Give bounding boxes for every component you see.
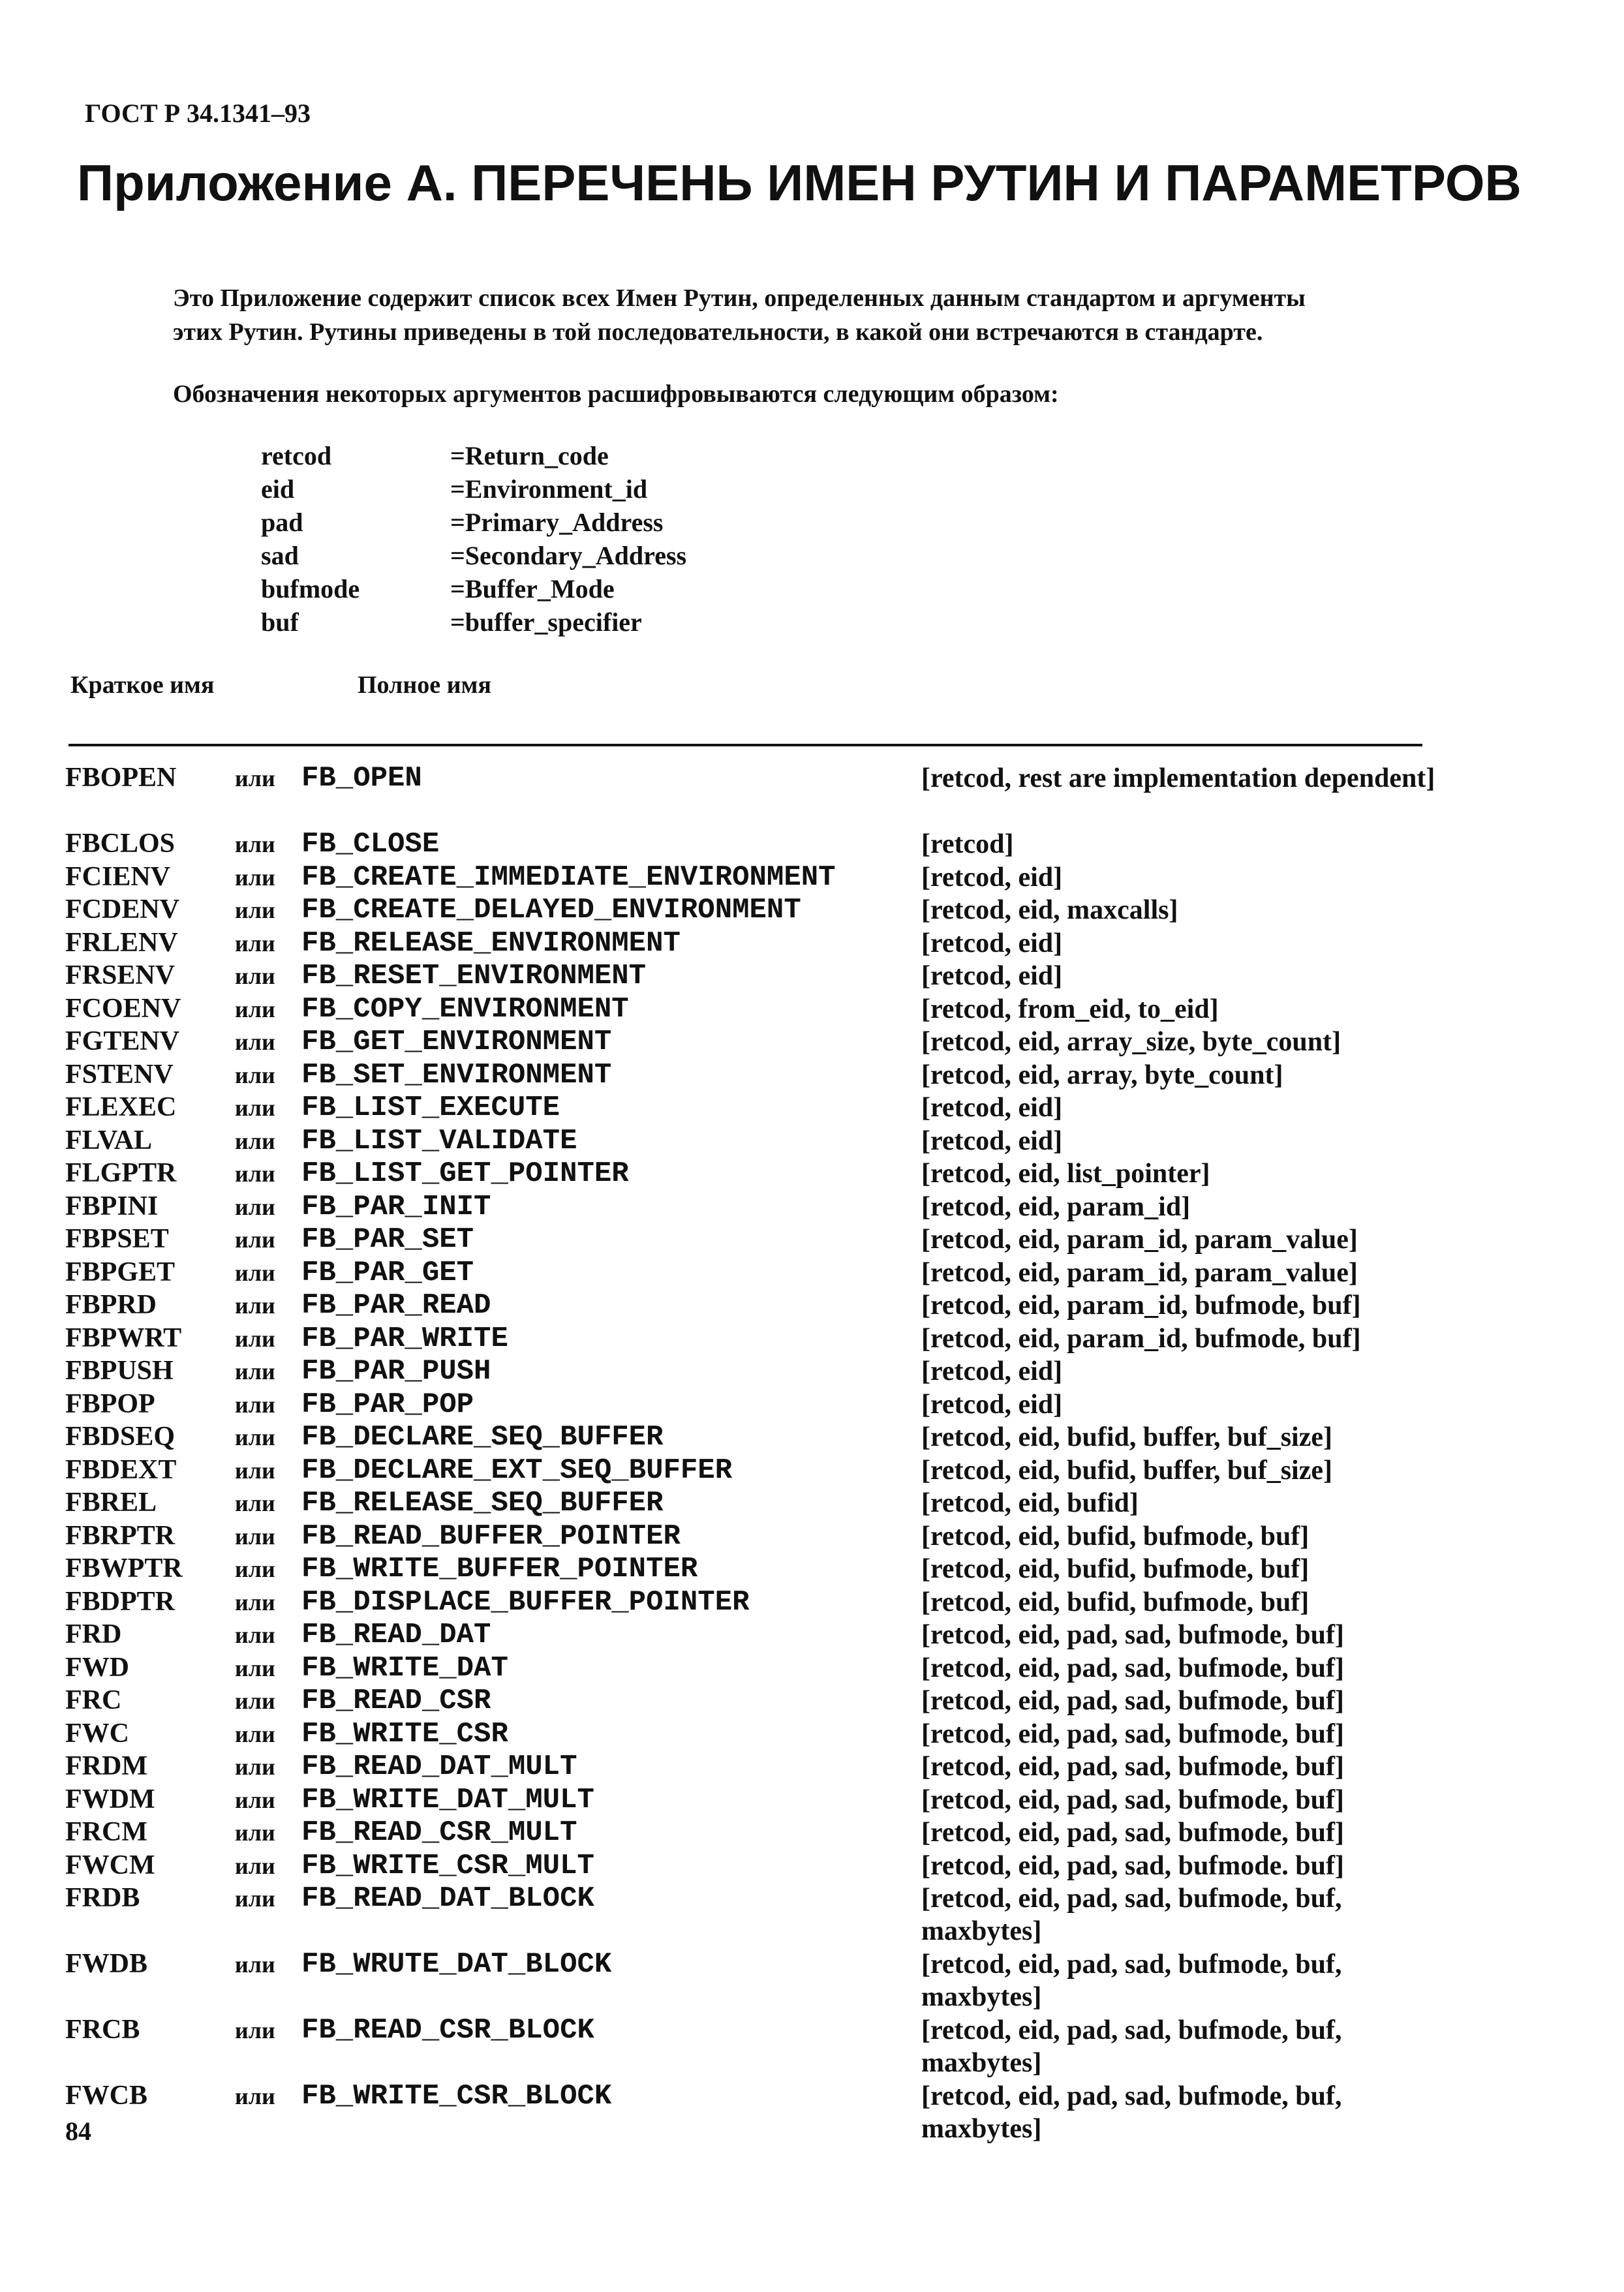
routine-arguments: [retcod, eid, param_id, param_value] bbox=[921, 1225, 1358, 1255]
routine-short-name: FCDENV bbox=[65, 894, 179, 924]
routine-full-name: FB_READ_CSR_BLOCK bbox=[301, 2014, 594, 2047]
abbreviation-value: =Environment_id bbox=[450, 474, 648, 504]
routine-full-name: FB_PAR_PUSH bbox=[301, 1355, 491, 1388]
table-row bbox=[65, 1421, 1462, 1454]
routine-short-name: FLGPTR bbox=[65, 1158, 177, 1188]
routine-arguments: [retcod, eid, param_id, bufmode, buf] bbox=[921, 1323, 1361, 1354]
or-separator: или bbox=[235, 1820, 275, 1846]
routine-short-name: FBCLOS bbox=[65, 829, 176, 859]
or-separator: или bbox=[235, 2017, 275, 2043]
or-separator: или bbox=[235, 2083, 275, 2109]
routine-arguments: [retcod, eid] bbox=[921, 961, 1063, 991]
routine-arguments: [retcod, eid, pad, sad, bufmode. buf] bbox=[921, 1850, 1344, 1881]
routine-short-name: FLEXEC bbox=[65, 1092, 177, 1122]
routine-full-name: FB_WRITE_CSR_MULT bbox=[301, 1849, 594, 1882]
routine-arguments: [retcod, eid, bufid, bufmode, buf] bbox=[921, 1554, 1310, 1584]
routine-arguments: [retcod, eid, array, byte_count] bbox=[921, 1060, 1283, 1090]
routine-arguments: [retcod, eid, maxcalls] bbox=[921, 895, 1178, 925]
routine-full-name: FB_READ_CSR_MULT bbox=[301, 1816, 577, 1849]
routine-short-name: FLVAL bbox=[65, 1125, 153, 1155]
header-rule bbox=[69, 744, 1422, 746]
routine-full-name: FB_PAR_WRITE bbox=[301, 1322, 508, 1355]
or-separator: или bbox=[235, 1523, 275, 1550]
or-separator: или bbox=[235, 1754, 275, 1780]
table-row bbox=[65, 894, 1462, 927]
routine-short-name: FBWPTR bbox=[65, 1553, 183, 1583]
routine-short-name: FBPSET bbox=[65, 1224, 169, 1254]
routine-arguments: [retcod, eid] bbox=[921, 928, 1063, 958]
or-separator: или bbox=[235, 1852, 275, 1879]
or-separator: или bbox=[235, 1029, 275, 1055]
abbreviation-value: =Primary_Address bbox=[450, 508, 664, 537]
table-row bbox=[65, 861, 1462, 894]
routine-arguments: [retcod, rest are implementation dependent] bbox=[921, 763, 1435, 793]
routine-arguments: [retcod, eid, pad, sad, bufmode, buf] bbox=[921, 1784, 1344, 1815]
routine-arguments: [retcod, eid, array_size, byte_count] bbox=[921, 1027, 1341, 1057]
routine-full-name: FB_LIST_EXECUTE bbox=[301, 1092, 560, 1124]
routine-arguments: [retcod, eid, pad, sad, bufmode, buf] bbox=[921, 1818, 1344, 1848]
or-separator: или bbox=[235, 1655, 275, 1681]
or-separator: или bbox=[235, 1688, 275, 1714]
abbreviation-value: =Secondary_Address bbox=[450, 541, 687, 570]
routine-arguments: [retcod, eid, pad, sad, bufmode, buf] bbox=[921, 1719, 1344, 1749]
routine-arguments: [retcod] bbox=[921, 829, 1014, 859]
or-separator: или bbox=[235, 963, 275, 989]
routine-short-name: FWCM bbox=[65, 1850, 155, 1880]
routine-full-name: FB_WRITE_CSR_BLOCK bbox=[301, 2080, 612, 2113]
routine-full-name: FB_CLOSE bbox=[301, 828, 440, 861]
table-row bbox=[65, 1388, 1462, 1422]
routine-full-name: FB_PAR_GET bbox=[301, 1256, 474, 1289]
abbreviation-key: retcod bbox=[261, 441, 332, 470]
routine-short-name: FRDM bbox=[65, 1751, 147, 1781]
table-row bbox=[65, 1322, 1462, 1356]
routine-full-name: FB_DISPLACE_BUFFER_POINTER bbox=[301, 1585, 750, 1619]
routine-arguments: [retcod, eid, bufid] bbox=[921, 1488, 1139, 1518]
routine-full-name: FB_SET_ENVIRONMENT bbox=[301, 1058, 612, 1092]
or-separator: или bbox=[235, 1424, 275, 1450]
routine-full-name: FB_PAR_READ bbox=[301, 1289, 491, 1322]
routine-full-name: FB_WRITE_DAT bbox=[301, 1651, 508, 1685]
or-separator: или bbox=[235, 864, 275, 891]
table-row bbox=[65, 2080, 1462, 2146]
table-row bbox=[65, 1948, 1462, 2014]
routine-short-name: FBPWRT bbox=[65, 1322, 182, 1353]
routine-full-name: FB_READ_DAT_BLOCK bbox=[301, 1882, 594, 1915]
or-separator: или bbox=[235, 1227, 275, 1253]
routine-full-name: FB_RESET_ENVIRONMENT bbox=[301, 960, 647, 992]
or-separator: или bbox=[235, 1325, 275, 1352]
page-title: Приложение А. ПЕРЕЧЕНЬ ИМЕН РУТИН И ПАРАМЕТРОВ bbox=[77, 154, 1522, 211]
column-header-full-name: Полное имя bbox=[358, 671, 491, 699]
table-row bbox=[65, 1191, 1462, 1224]
routine-arguments: [retcod, eid, bufid, bufmode, buf] bbox=[921, 1587, 1310, 1617]
abbreviation-value: =buffer_specifier bbox=[450, 607, 642, 637]
table-row bbox=[65, 993, 1462, 1026]
routine-full-name: FB_RELEASE_ENVIRONMENT bbox=[301, 926, 681, 960]
table-row bbox=[65, 1125, 1462, 1158]
routine-full-name: FB_WRUTE_DAT_BLOCK bbox=[301, 1948, 612, 1981]
table-row bbox=[65, 828, 1462, 861]
routine-short-name: FBOPEN bbox=[65, 763, 177, 793]
routine-short-name: FBDEXT bbox=[65, 1454, 177, 1485]
routine-arguments: [retcod, from_eid, to_eid] bbox=[921, 994, 1219, 1024]
routine-full-name: FB_RELEASE_SEQ_BUFFER bbox=[301, 1487, 664, 1520]
routine-full-name: FB_LIST_VALIDATE bbox=[301, 1124, 577, 1157]
routine-arguments: [retcod, eid, bufid, buffer, buf_size] bbox=[921, 1455, 1332, 1486]
document-id: ГОСТ Р 34.1341–93 bbox=[85, 99, 311, 128]
routine-arguments: [retcod, eid] bbox=[921, 1093, 1063, 1123]
table-row bbox=[65, 1652, 1462, 1685]
routine-arguments: [retcod, eid, param_id, param_value] bbox=[921, 1257, 1358, 1288]
routine-short-name: FRCM bbox=[65, 1817, 147, 1847]
column-header-short-name: Краткое имя bbox=[70, 671, 215, 699]
routine-full-name: FB_READ_BUFFER_POINTER bbox=[301, 1520, 681, 1553]
table-row bbox=[65, 2014, 1462, 2080]
routine-full-name: FB_PAR_INIT bbox=[301, 1190, 491, 1223]
routine-full-name: FB_CREATE_IMMEDIATE_ENVIRONMENT bbox=[301, 861, 836, 894]
or-separator: или bbox=[235, 996, 275, 1022]
routine-arguments: [retcod, eid] bbox=[921, 1389, 1063, 1420]
table-row bbox=[65, 762, 1462, 828]
table-row bbox=[65, 1520, 1462, 1553]
routine-full-name: FB_WRITE_BUFFER_POINTER bbox=[301, 1553, 698, 1585]
table-row bbox=[65, 1750, 1462, 1784]
routine-arguments: [retcod, eid, list_pointer] bbox=[921, 1159, 1210, 1189]
or-separator: или bbox=[235, 1127, 275, 1154]
routine-short-name: FWDM bbox=[65, 1784, 155, 1814]
routine-full-name: FB_READ_DAT bbox=[301, 1619, 491, 1651]
routine-short-name: FRD bbox=[65, 1619, 122, 1649]
routine-short-name: FCIENV bbox=[65, 861, 171, 892]
routine-full-name: FB_READ_DAT_MULT bbox=[301, 1750, 577, 1783]
routine-arguments: [retcod, eid, pad, sad, bufmode, buf] bbox=[921, 1620, 1344, 1650]
routine-short-name: FBPINI bbox=[65, 1191, 159, 1221]
routine-short-name: FBPUSH bbox=[65, 1356, 174, 1386]
or-separator: или bbox=[235, 897, 275, 923]
routine-short-name: FWDB bbox=[65, 1949, 147, 1979]
abbreviation-intro: Обозначения некоторых аргументов расшифровываются следующим образом: bbox=[173, 380, 1059, 408]
intro-line-1: Это Приложение содержит список всех Имен Рутин, определенных данным стандартом и аргументы bbox=[173, 284, 1306, 312]
abbreviation-key: bufmode bbox=[261, 574, 360, 604]
routine-short-name: FBDSEQ bbox=[65, 1422, 176, 1452]
or-separator: или bbox=[235, 1358, 275, 1384]
table-row bbox=[65, 1784, 1462, 1817]
routine-full-name: FB_LIST_GET_POINTER bbox=[301, 1157, 629, 1190]
abbreviation-key: pad bbox=[261, 508, 303, 537]
routine-short-name: FRSENV bbox=[65, 960, 176, 990]
routine-short-name: FBRPTR bbox=[65, 1520, 175, 1551]
or-separator: или bbox=[235, 1062, 275, 1088]
table-row bbox=[65, 1850, 1462, 1883]
routine-short-name: FRC bbox=[65, 1685, 122, 1715]
routine-arguments: [retcod, eid] bbox=[921, 862, 1063, 893]
routine-arguments: [retcod, eid, pad, sad, bufmode, buf, maxbytes] bbox=[921, 2015, 1342, 2078]
routine-short-name: FBPOP bbox=[65, 1388, 155, 1419]
abbreviation-key: buf bbox=[261, 607, 299, 637]
routine-full-name: FB_COPY_ENVIRONMENT bbox=[301, 992, 629, 1026]
routine-short-name: FBPGET bbox=[65, 1257, 176, 1287]
or-separator: или bbox=[235, 1886, 275, 1912]
routine-short-name: FBREL bbox=[65, 1488, 157, 1518]
routine-short-name: FGTENV bbox=[65, 1026, 180, 1056]
routine-short-name: FRCB bbox=[65, 2015, 140, 2045]
routine-table bbox=[65, 762, 1462, 2146]
table-row bbox=[65, 1882, 1462, 1948]
or-separator: или bbox=[235, 1457, 275, 1484]
or-separator: или bbox=[235, 1391, 275, 1418]
routine-full-name: FB_WRITE_CSR bbox=[301, 1717, 508, 1750]
routine-arguments: [retcod, eid, bufid, buffer, buf_size] bbox=[921, 1422, 1332, 1452]
routine-arguments: [retcod, eid, pad, sad, bufmode, buf, maxbytes] bbox=[921, 1884, 1342, 1946]
routine-short-name: FSTENV bbox=[65, 1059, 174, 1090]
table-row bbox=[65, 1718, 1462, 1751]
abbreviation-key: sad bbox=[261, 541, 299, 570]
or-separator: или bbox=[235, 1292, 275, 1319]
routine-arguments: [retcod, eid, pad, sad, bufmode, buf, maxbytes] bbox=[921, 1949, 1342, 2012]
or-separator: или bbox=[235, 1622, 275, 1648]
routine-arguments: [retcod, eid, param_id] bbox=[921, 1191, 1191, 1222]
or-separator: или bbox=[235, 1161, 275, 1187]
or-separator: или bbox=[235, 765, 275, 791]
routine-arguments: [retcod, eid] bbox=[921, 1125, 1063, 1156]
routine-short-name: FRLENV bbox=[65, 927, 178, 958]
table-row bbox=[65, 1553, 1462, 1586]
or-separator: или bbox=[235, 1490, 275, 1516]
routine-full-name: FB_OPEN bbox=[301, 762, 422, 795]
table-row bbox=[65, 1059, 1462, 1092]
routine-arguments: [retcod, eid, pad, sad, bufmode, buf] bbox=[921, 1653, 1344, 1683]
table-row bbox=[65, 1619, 1462, 1652]
table-row bbox=[65, 1454, 1462, 1488]
table-row bbox=[65, 1487, 1462, 1520]
or-separator: или bbox=[235, 1720, 275, 1747]
table-row bbox=[65, 1026, 1462, 1059]
table-row bbox=[65, 1157, 1462, 1191]
routine-arguments: [retcod, eid, pad, sad, bufmode, buf] bbox=[921, 1686, 1344, 1716]
routine-full-name: FB_PAR_SET bbox=[301, 1223, 474, 1256]
table-row bbox=[65, 1289, 1462, 1322]
routine-short-name: FWCB bbox=[65, 2081, 147, 2111]
abbreviation-value: =Buffer_Mode bbox=[450, 574, 615, 604]
routine-full-name: FB_CREATE_DELAYED_ENVIRONMENT bbox=[301, 894, 801, 926]
routine-full-name: FB_READ_CSR bbox=[301, 1685, 491, 1717]
table-row bbox=[65, 1257, 1462, 1290]
routine-arguments: [retcod, eid, pad, sad, bufmode, buf, maxbytes] bbox=[921, 2081, 1342, 2144]
routine-short-name: FBPRD bbox=[65, 1290, 157, 1320]
table-row bbox=[65, 960, 1462, 993]
or-separator: или bbox=[235, 930, 275, 956]
or-separator: или bbox=[235, 1589, 275, 1615]
table-row bbox=[65, 927, 1462, 960]
or-separator: или bbox=[235, 1259, 275, 1286]
table-row bbox=[65, 1586, 1462, 1619]
intro-line-2: этих Рутин. Рутины приведены в той последовательности, в какой они встречаются в стандарте. bbox=[173, 318, 1263, 346]
routine-short-name: FRDB bbox=[65, 1883, 140, 1913]
routine-full-name: FB_PAR_POP bbox=[301, 1388, 474, 1421]
table-row bbox=[65, 1355, 1462, 1388]
routine-full-name: FB_WRITE_DAT_MULT bbox=[301, 1783, 594, 1816]
or-separator: или bbox=[235, 1786, 275, 1813]
routine-short-name: FBDPTR bbox=[65, 1586, 175, 1617]
abbreviation-key: eid bbox=[261, 474, 295, 504]
routine-arguments: [retcod, eid, pad, sad, bufmode, buf] bbox=[921, 1752, 1344, 1782]
page-number: 84 bbox=[65, 2116, 91, 2146]
or-separator: или bbox=[235, 1556, 275, 1582]
or-separator: или bbox=[235, 1193, 275, 1220]
or-separator: или bbox=[235, 1951, 275, 1978]
routine-short-name: FWC bbox=[65, 1718, 129, 1749]
table-row bbox=[65, 1223, 1462, 1257]
table-row bbox=[65, 1816, 1462, 1850]
routine-full-name: FB_GET_ENVIRONMENT bbox=[301, 1026, 612, 1058]
table-row bbox=[65, 1685, 1462, 1718]
routine-arguments: [retcod, eid, param_id, bufmode, buf] bbox=[921, 1291, 1361, 1321]
routine-short-name: FWD bbox=[65, 1652, 129, 1683]
routine-short-name: FCOENV bbox=[65, 993, 181, 1024]
or-separator: или bbox=[235, 1095, 275, 1121]
table-row bbox=[65, 1092, 1462, 1125]
abbreviation-value: =Return_code bbox=[450, 441, 609, 470]
routine-full-name: FB_DECLARE_SEQ_BUFFER bbox=[301, 1421, 664, 1454]
routine-full-name: FB_DECLARE_EXT_SEQ_BUFFER bbox=[301, 1454, 733, 1487]
routine-arguments: [retcod, eid, bufid, bufmode, buf] bbox=[921, 1521, 1310, 1551]
or-separator: или bbox=[235, 831, 275, 857]
routine-arguments: [retcod, eid] bbox=[921, 1356, 1063, 1386]
